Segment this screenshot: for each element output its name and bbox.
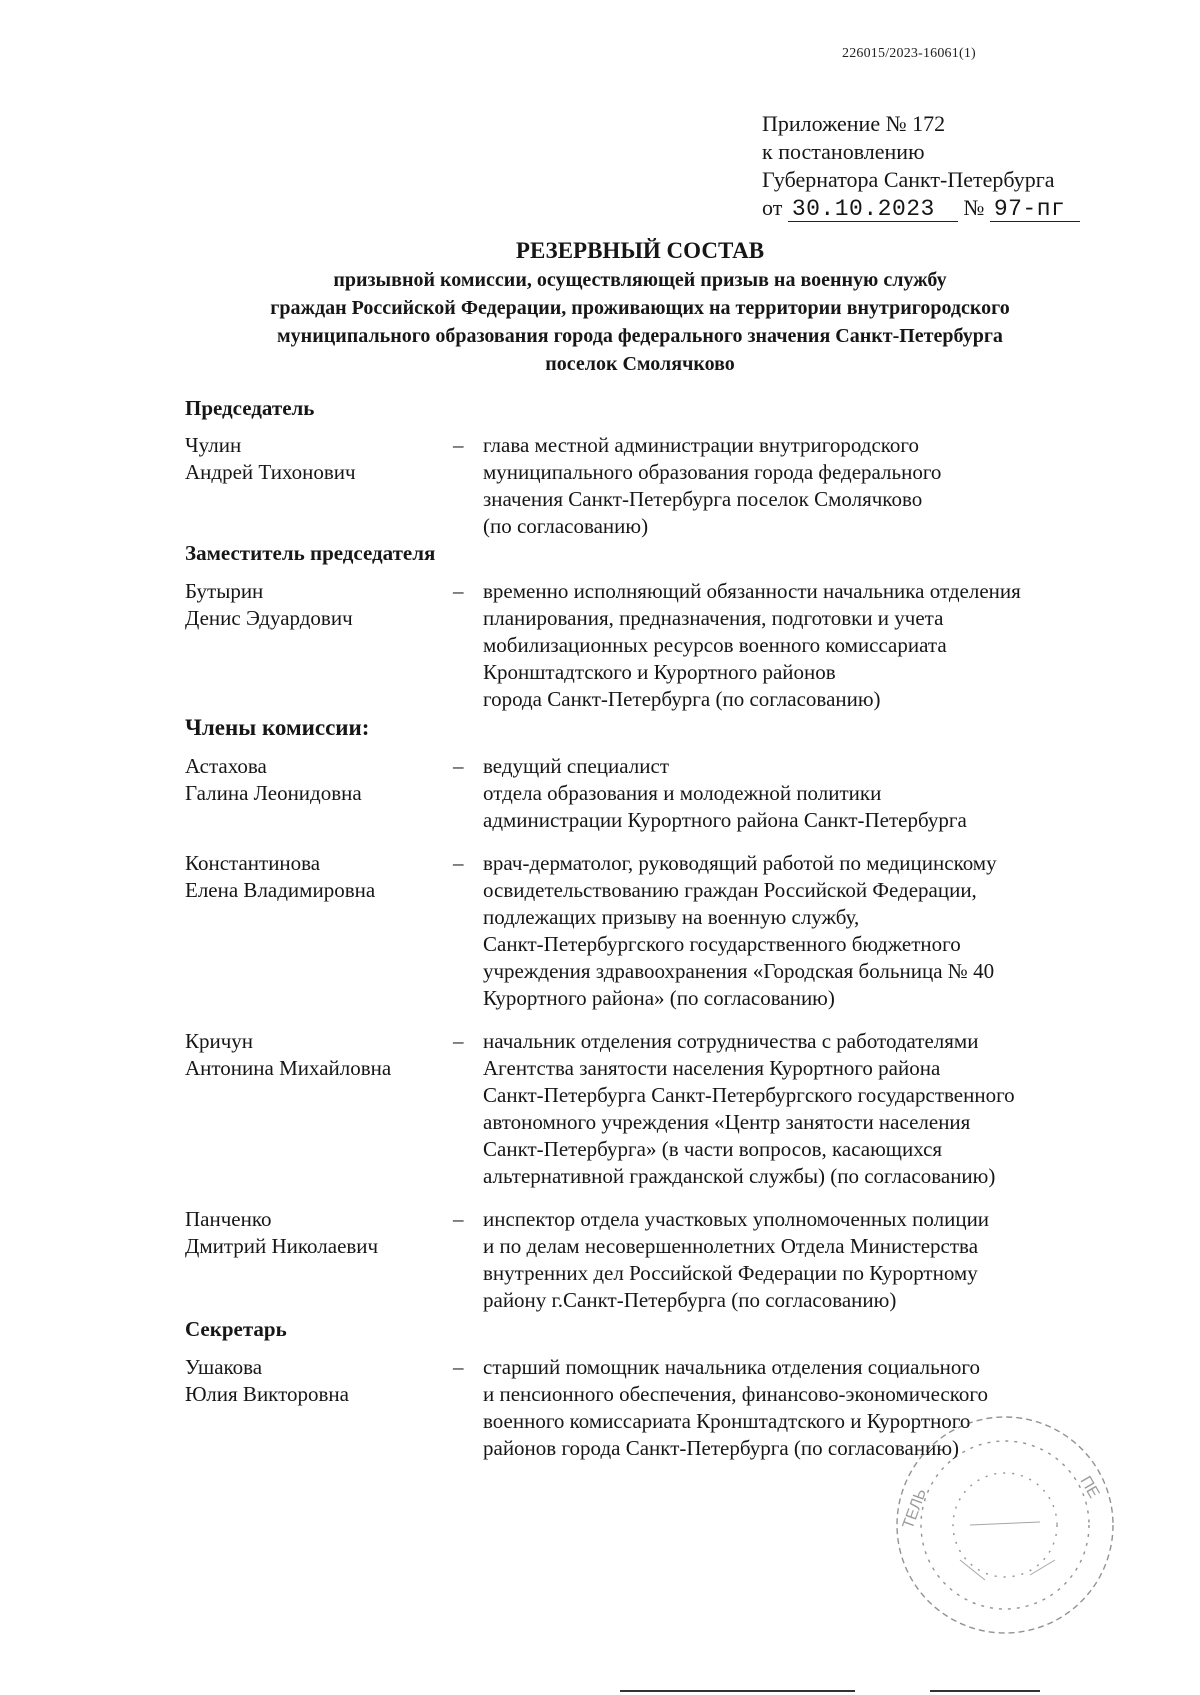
member-surname: Кричун xyxy=(185,1029,254,1053)
position-line: планирования, предназначения, подготовки и учета xyxy=(483,606,944,630)
member-position xyxy=(483,850,1123,1012)
document-registration-number: 226015/2023-16061(1) xyxy=(842,46,976,61)
section-deputy-chairman: Заместитель председателя xyxy=(185,541,436,565)
member-position xyxy=(483,753,1123,834)
position-line: врач-дерматолог, руководящий работой по медицинскому xyxy=(483,851,997,875)
document-title-block xyxy=(170,236,1110,378)
position-line: и пенсионного обеспечения, финансово-экономического xyxy=(483,1382,988,1406)
appendix-line-3: Губернатора Санкт-Петербурга xyxy=(762,167,1055,192)
section-secretary: Секретарь xyxy=(185,1317,287,1341)
member-surname: Бутырин xyxy=(185,579,264,603)
member-position xyxy=(483,432,1123,540)
member-surname: Ушакова xyxy=(185,1355,263,1379)
decree-number: 97-пг xyxy=(990,197,1080,222)
position-line: и по делам несовершеннолетних Отдела Министерства xyxy=(483,1234,979,1258)
position-line: муниципального образования города федерального xyxy=(483,460,942,484)
number-sign: № xyxy=(963,195,985,220)
member-given-names: Дмитрий Николаевич xyxy=(185,1234,379,1258)
position-line: значения Санкт-Петербурга поселок Смолячково xyxy=(483,487,923,511)
position-line: Курортного района» (по согласованию) xyxy=(483,986,835,1010)
member-name xyxy=(185,753,455,807)
from-label: от xyxy=(762,195,783,220)
appendix-header xyxy=(762,110,1092,222)
member-position xyxy=(483,1206,1123,1314)
member-given-names: Галина Леонидовна xyxy=(185,781,362,805)
position-line: альтернативной гражданской службы) (по согласованию) xyxy=(483,1164,996,1188)
position-line: глава местной администрации внутригородского xyxy=(483,433,920,457)
member-position xyxy=(483,578,1123,713)
member-surname: Константинова xyxy=(185,851,321,875)
signature-line xyxy=(620,1690,855,1692)
section-members: Члены комиссии: xyxy=(185,715,370,740)
dash-separator: – xyxy=(453,433,464,457)
dash-separator: – xyxy=(453,579,464,603)
title-line-3: муниципального образования города федерального значения Санкт-Петербурга xyxy=(277,325,1003,347)
position-line: внутренних дел Российской Федерации по Курортному xyxy=(483,1261,978,1285)
position-line: мобилизационных ресурсов военного комиссариата xyxy=(483,633,947,657)
decree-date: 30.10.2023 xyxy=(788,197,958,222)
position-line: города Санкт-Петербурга (по согласованию) xyxy=(483,687,881,711)
member-name xyxy=(185,432,455,486)
member-name xyxy=(185,1028,455,1082)
position-line: освидетельствованию граждан Российской Федерации, xyxy=(483,878,977,902)
member-surname: Чулин xyxy=(185,433,242,457)
position-line: отдела образования и молодежной политики xyxy=(483,781,882,805)
member-given-names: Андрей Тихонович xyxy=(185,460,356,484)
member-surname: Панченко xyxy=(185,1207,272,1231)
position-line: военного комиссариата Кронштадтского и Курортного xyxy=(483,1409,971,1433)
document-title: РЕЗЕРВНЫЙ СОСТАВ xyxy=(515,238,765,263)
member-position xyxy=(483,1028,1123,1190)
position-line: Санкт-Петербурга» (в части вопросов, касающихся xyxy=(483,1137,943,1161)
position-line: (по согласованию) xyxy=(483,514,649,538)
position-line: подлежащих призыву на военную службу, xyxy=(483,905,860,929)
position-line: администрации Курортного района Санкт-Петербурга xyxy=(483,808,967,832)
position-line: Санкт-Петербургского государственного бюджетного xyxy=(483,932,961,956)
position-line: Кронштадтского и Курортного районов xyxy=(483,660,836,684)
position-line: Агентства занятости населения Курортного района xyxy=(483,1056,941,1080)
position-line: ведущий специалист xyxy=(483,754,669,778)
appendix-line-2: к постановлению xyxy=(762,139,925,164)
member-given-names: Юлия Викторовна xyxy=(185,1382,349,1406)
title-line-2: граждан Российской Федерации, проживающих на территории внутригородского xyxy=(270,297,1010,319)
position-line: учреждения здравоохранения «Городская больница № 40 xyxy=(483,959,995,983)
dash-separator: – xyxy=(453,851,464,875)
position-line: району г.Санкт-Петербурга (по согласованию) xyxy=(483,1288,897,1312)
member-name xyxy=(185,1354,455,1408)
member-surname: Астахова xyxy=(185,754,267,778)
title-line-4: поселок Смолячково xyxy=(545,353,735,375)
position-line: Санкт-Петербурга Санкт-Петербургского государственного xyxy=(483,1083,1015,1107)
dash-separator: – xyxy=(453,1029,464,1053)
member-name xyxy=(185,578,455,632)
position-line: инспектор отдела участковых уполномоченных полиции xyxy=(483,1207,990,1231)
position-line: начальник отделения сотрудничества с работодателями xyxy=(483,1029,979,1053)
position-line: временно исполняющий обязанности начальника отделения xyxy=(483,579,1021,603)
appendix-line-1: Приложение № 172 xyxy=(762,111,946,136)
signature-line xyxy=(930,1690,1040,1692)
member-given-names: Антонина Михайловна xyxy=(185,1056,392,1080)
title-line-1: призывной комиссии, осуществляющей призыв на военную службу xyxy=(333,269,947,291)
position-line: старший помощник начальника отделения социального xyxy=(483,1355,980,1379)
member-name xyxy=(185,850,455,904)
dash-separator: – xyxy=(453,754,464,778)
section-chairman: Председатель xyxy=(185,396,315,420)
member-given-names: Елена Владимировна xyxy=(185,878,376,902)
member-given-names: Денис Эдуардович xyxy=(185,606,353,630)
member-name xyxy=(185,1206,455,1260)
dash-separator: – xyxy=(453,1355,464,1379)
dash-separator: – xyxy=(453,1207,464,1231)
appendix-date-line xyxy=(762,194,1092,222)
svg-text:ПЕ: ПЕ xyxy=(1076,1473,1103,1502)
svg-text:ТЕЛЬ: ТЕЛЬ xyxy=(899,1486,930,1532)
position-line: автономного учреждения «Центр занятости населения xyxy=(483,1110,971,1134)
official-stamp-icon xyxy=(890,1410,1120,1640)
position-line: районов города Санкт-Петербурга (по согласованию) xyxy=(483,1436,960,1460)
